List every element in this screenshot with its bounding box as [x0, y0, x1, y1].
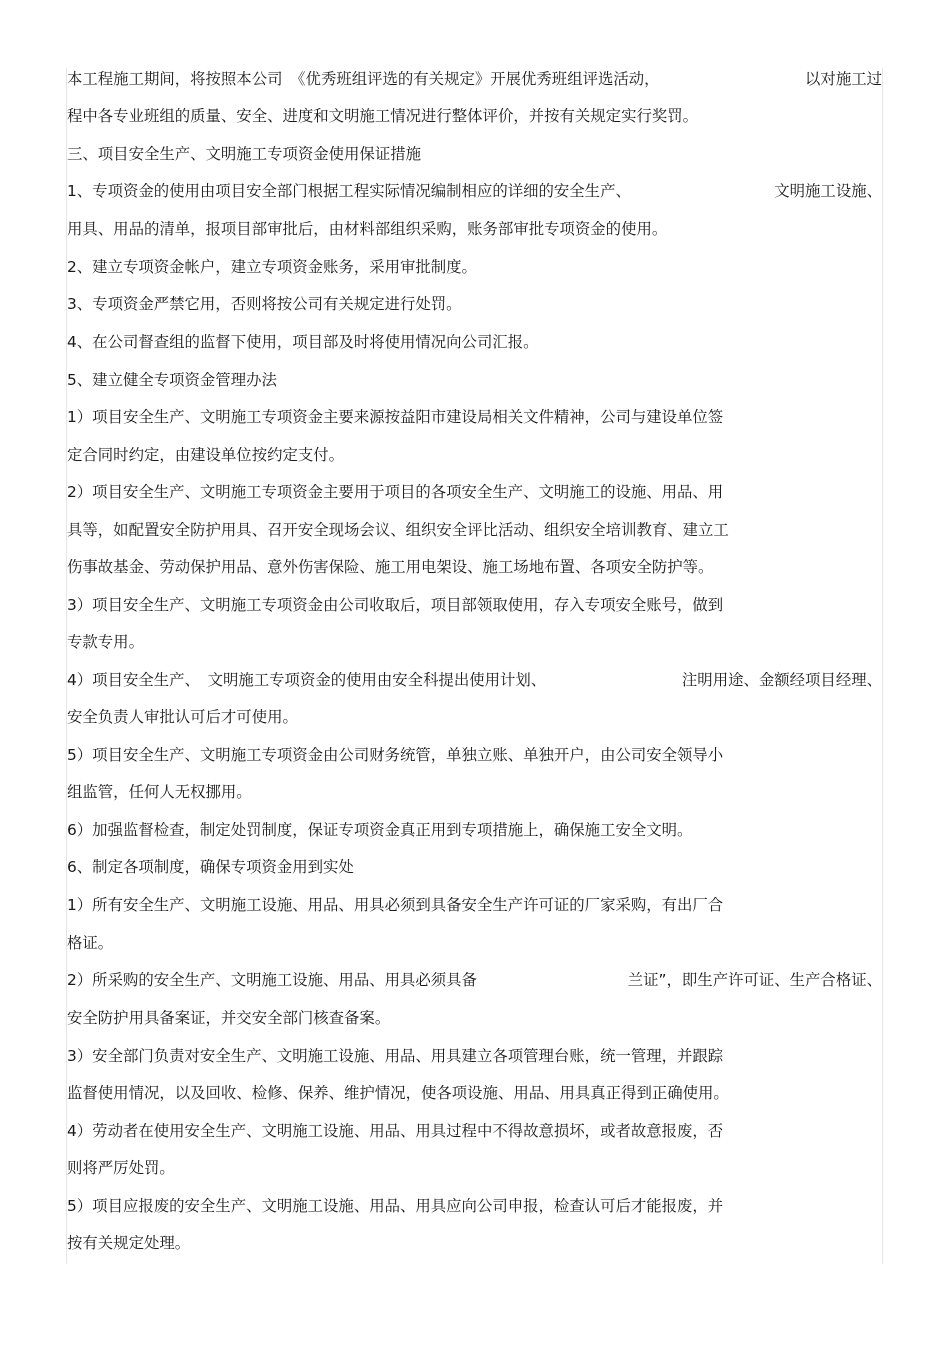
text-line: 安全防护用具备案证，并交安全部门核查备案。 — [67, 1009, 391, 1027]
text-line: 1）项目安全生产、文明施工专项资金主要来源按益阳市建设局相关文件精神，公司与建设单位签 — [67, 408, 724, 426]
text-line: 5、建立健全专项资金管理办法 — [67, 371, 277, 389]
text-line: 2）项目安全生产、文明施工专项资金主要用于项目的各项安全生产、文明施工的设施、用品、用 — [67, 483, 724, 501]
text-line: 5）项目安全生产、文明施工专项资金由公司财务统管，单独立账、单独开户，由公司安全领导小 — [67, 746, 724, 764]
text-line: 伤事故基金、劳动保护用品、意外伤害保险、施工用电架设、施工场地布置、各项安全防护等。 — [67, 558, 714, 576]
text-line: 程中各专业班组的质量、安全、进度和文明施工情况进行整体评价，并按有关规定实行奖罚。 — [67, 107, 699, 125]
text-line: 4）劳动者在使用安全生产、文明施工设施、用品、用具过程中不得故意损坏，或者故意报废，否 — [67, 1122, 724, 1140]
text-line: 按有关规定处理。 — [67, 1234, 191, 1252]
text-line: 6）加强监督检查，制定处罚制度，保证专项资金真正用到专项措施上，确保施工安全文明。 — [67, 821, 693, 839]
text-line: 3）安全部门负责对安全生产、文明施工设施、用品、用具建立各项管理台账，统一管理，并跟踪 — [67, 1047, 724, 1065]
text-line: 3、专项资金严禁它用，否则将按公司有关规定进行处罚。 — [67, 295, 462, 313]
text-line — [67, 670, 882, 690]
text-segment: 本工程施工期间，将按照本公司 《优秀班组评选的有关规定》开展优秀班组评选活动， — [67, 70, 660, 88]
text-line: 定合同时约定，由建设单位按约定支付。 — [67, 446, 345, 464]
text-line: 6、制定各项制度，确保专项资金用到实处 — [67, 858, 354, 876]
text-line: 专款专用。 — [67, 633, 144, 651]
text-line — [67, 970, 882, 990]
text-line: 5）项目应报废的安全生产、文明施工设施、用品、用具应向公司申报，检查认可后才能报废，并 — [67, 1197, 724, 1215]
text-segment: 注明用途、金额经项目经理、 — [681, 671, 882, 689]
text-line: 2、建立专项资金帐户，建立专项资金账务，采用审批制度。 — [67, 258, 477, 276]
text-segment: 2）所采购的安全生产、文明施工设施、用品、用具必须具备 — [67, 971, 477, 989]
text-segment: 文明施工设施、 — [774, 182, 882, 200]
text-line: 监督使用情况，以及回收、检修、保养、维护情况，使各项设施、用品、用具真正得到正确使用。 — [67, 1084, 729, 1102]
text-segment: 1、专项资金的使用由项目安全部门根据工程实际情况编制相应的详细的安全生产、 — [67, 182, 631, 200]
text-line: 4、在公司督查组的监督下使用，项目部及时将使用情况向公司汇报。 — [67, 333, 539, 351]
text-line: 1）所有安全生产、文明施工设施、用品、用具必须到具备安全生产许可证的厂家采购，有出厂合 — [67, 896, 724, 914]
text-segment: 4）项目安全生产、 文明施工专项资金的使用由安全科提出使用计划、 — [67, 671, 547, 689]
text-line: 三、项目安全生产、文明施工专项资金使用保证措施 — [67, 145, 421, 163]
text-segment: 兰证”，即生产许可证、生产合格证、 — [627, 971, 882, 989]
text-line — [67, 69, 882, 89]
text-line: 具等，如配置安全防护用具、召开安全现场会议、组织安全评比活动、组织安全培训教育、建立工 — [67, 521, 729, 539]
text-line: 则将严厉处罚。 — [67, 1159, 175, 1177]
text-line: 安全负责人审批认可后才可使用。 — [67, 708, 298, 726]
text-line: 组监管，任何人无权挪用。 — [67, 783, 252, 801]
text-segment: 以对施工过 — [805, 70, 882, 88]
text-line: 用具、用品的清单，报项目部审批后，由材料部组织采购，账务部审批专项资金的使用。 — [67, 220, 668, 238]
right-margin-line — [882, 68, 883, 1264]
text-line: 3）项目安全生产、文明施工专项资金由公司收取后，项目部领取使用，存入专项安全账号，做到 — [67, 596, 724, 614]
text-line: 格证。 — [67, 934, 114, 952]
text-line — [67, 181, 882, 201]
